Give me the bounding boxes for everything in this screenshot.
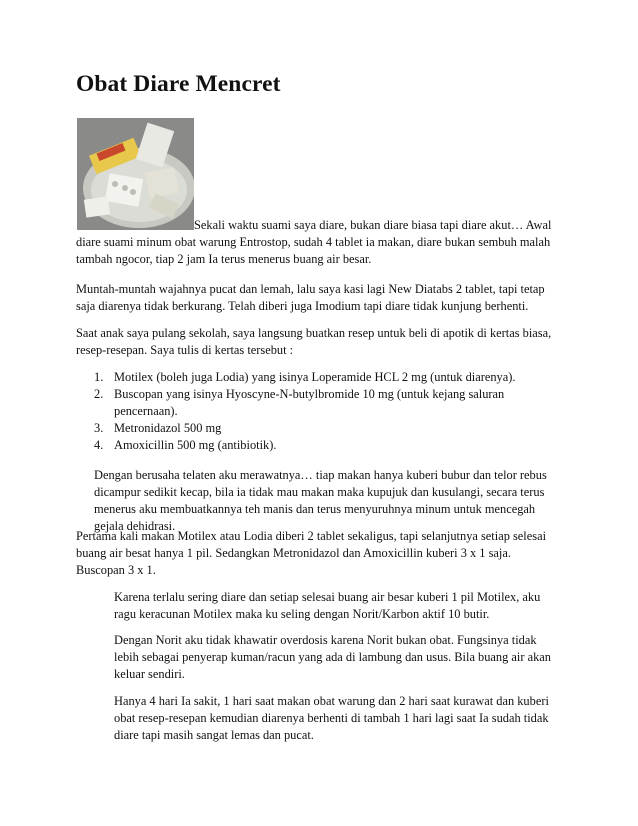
- list-number: 2.: [94, 387, 104, 401]
- list-number: 1.: [94, 370, 104, 384]
- list-item: Motilex (boleh juga Lodia) yang isinya Loperamide HCL 2 mg (untuk diarenya).: [114, 370, 516, 384]
- paragraph-7-line: Dengan Norit aku tidak khawatir overdosis karena Norit bukan obat. Fungsinya tidak: [114, 633, 537, 647]
- paragraph-8-line: obat resep-resepan kemudian diarenya berhenti di tambah 1 hari lagi saat Ia sudah tidak: [114, 711, 549, 725]
- paragraph-3: [76, 325, 576, 359]
- paragraph-2-line: Muntah-muntah wajahnya pucat dan lemah, lalu saya kasi lagi New Diatabs 2 tablet, tapi tetap: [76, 282, 545, 296]
- paragraph-6: [114, 589, 574, 623]
- paragraph-6-line: ragu keracunan Motilex maka ku seling dengan Norit/Karbon aktif 10 butir.: [114, 607, 490, 621]
- paragraph-7-line: lebih sebagai penyerap kuman/racun yang ada di lambung dan usus. Bila buang air akan: [114, 650, 551, 664]
- intro-line-1: Sekali waktu suami saya diare, bukan diare biasa tapi diare akut… Awal: [194, 218, 552, 232]
- paragraph-4-line: gejala dehidrasi.: [94, 519, 176, 533]
- paragraph-4-line: menerus aku membuatkannya teh manis dan terus menyuruhnya minum untuk mencegah: [94, 502, 536, 516]
- paragraph-7: [114, 632, 574, 683]
- paragraph-5-line: Buscopan 3 x 1.: [76, 563, 156, 577]
- medicine-photo-image: [77, 118, 194, 230]
- paragraph-8: [114, 693, 574, 744]
- paragraph-2: [76, 281, 576, 315]
- paragraph-5-line: buang air besat hanya 1 pil. Sedangkan Metronidazol dan Amoxicillin kuberi 3 x 1 saja.: [76, 546, 511, 560]
- medicine-photo: [77, 118, 194, 230]
- list-item: Metronidazol 500 mg: [114, 421, 222, 435]
- intro-line-2: diare suami minum obat warung Entrostop, sudah 4 tablet ia makan, diare bukan sembuh malah: [76, 235, 551, 249]
- paragraph-5-line: Pertama kali makan Motilex atau Lodia diberi 2 tablet sekaligus, tapi selanjutnya setiap selesai: [76, 529, 547, 543]
- paragraph-3-line: Saat anak saya pulang sekolah, saya langsung buatkan resep untuk beli di apotik di kertas biasa,: [76, 326, 552, 340]
- paragraph-8-line: Hanya 4 hari Ia sakit, 1 hari saat makan obat warung dan 2 hari saat kurawat dan kuberi: [114, 694, 549, 708]
- paragraph-7-line: keluar sendiri.: [114, 667, 185, 681]
- list-item-continuation: pencernaan).: [114, 404, 178, 418]
- paragraph-6-line: Karena terlalu sering diare dan setiap selesai buang air besar kuberi 1 pil Motilex, aku: [114, 590, 541, 604]
- paragraph-4-line: Dengan berusaha telaten aku merawatnya… tiap makan hanya kuberi bubur dan telor rebus: [94, 468, 547, 482]
- list-item: Amoxicillin 500 mg (antibiotik).: [114, 438, 277, 452]
- paragraph-8-line: diare tapi masih sangat lemas dan pucat.: [114, 728, 314, 742]
- paragraph-4: [94, 467, 574, 535]
- list-number: 4.: [94, 438, 104, 452]
- paragraph-4-line: dicampur sedikit kecap, bila ia tidak mau makan maka kupujuk dan kusulangi, secara terus: [94, 485, 545, 499]
- list-item: Buscopan yang isinya Hyoscyne-N-butylbromide 10 mg (untuk kejang saluran: [114, 387, 505, 401]
- paragraph-3-line: resep-resepan. Saya tulis di kertas tersebut :: [76, 343, 294, 357]
- intro-line-3: tambah ngocor, tiap 2 jam Ia terus menerus buang air besar.: [76, 252, 372, 266]
- paragraph-5: [76, 528, 576, 579]
- paragraph-2-line: saja diarenya tidak berkurang. Telah diberi juga Imodium tapi diare tidak kunjung berhenti.: [76, 299, 529, 313]
- list-number: 3.: [94, 421, 104, 435]
- page-title: Obat Diare Mencret: [76, 71, 281, 97]
